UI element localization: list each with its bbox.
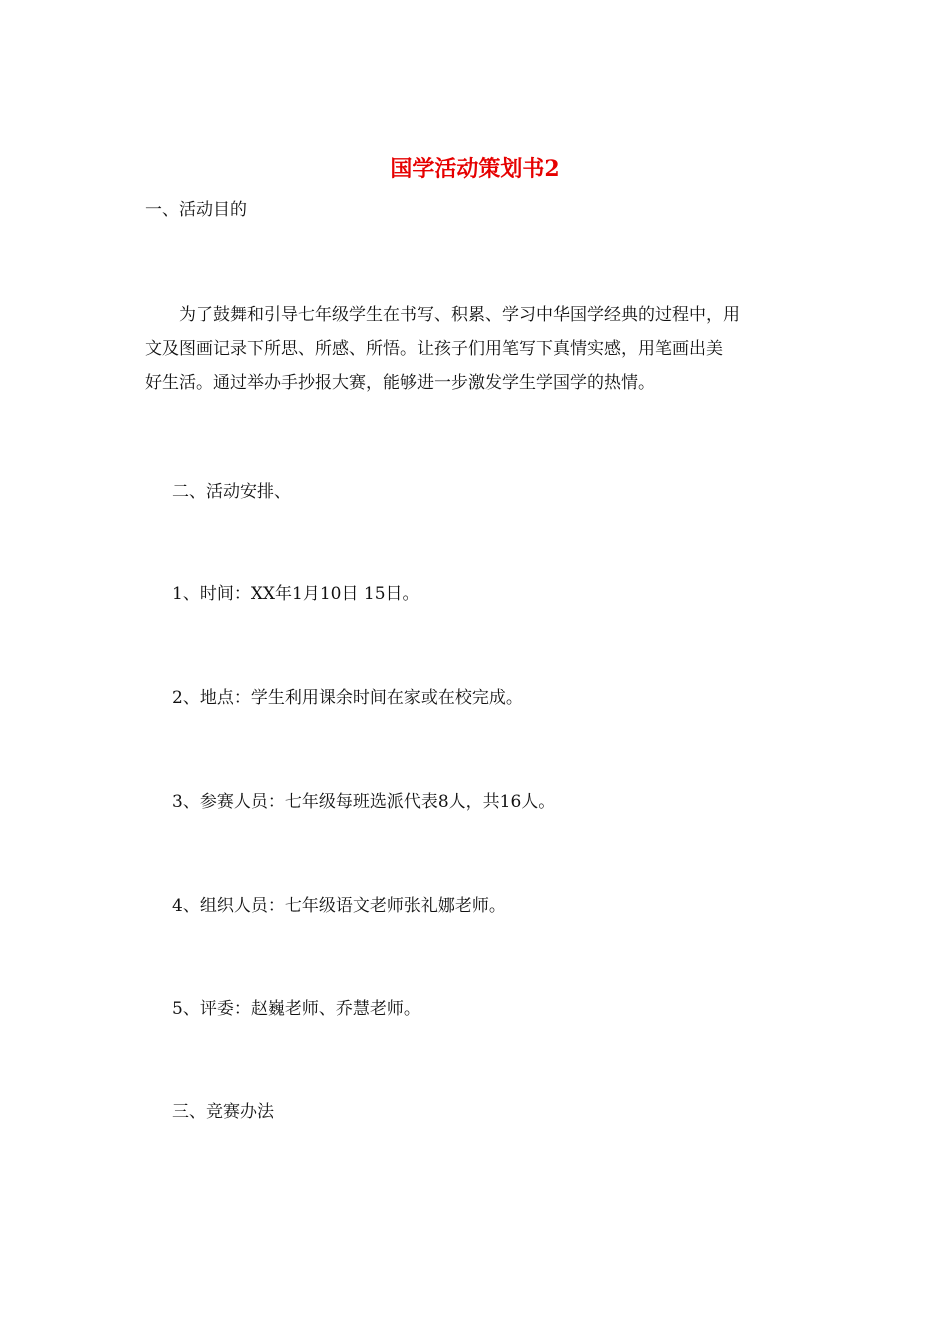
- list-item-organizers: 4、组织人员：七年级语文老师张礼娜老师。: [172, 896, 506, 916]
- intro-line-2: 文及图画记录下所思、所感、所悟。让孩子们用笔写下真情实感，用笔画出美: [145, 339, 723, 359]
- intro-paragraph: [145, 298, 805, 400]
- list-item-participants: 3、参赛人员：七年级每班选派代表8人，共16人。: [172, 792, 556, 812]
- intro-line-3: 好生活。通过举办手抄报大赛，能够进一步激发学生学国学的热情。: [145, 373, 655, 393]
- document-title: 国学活动策划书2: [390, 156, 560, 182]
- section-heading-arrangement: 二、活动安排、: [172, 482, 291, 502]
- list-item-location: 2、地点：学生利用课余时间在家或在校完成。: [172, 688, 523, 708]
- intro-line-1: 为了鼓舞和引导七年级学生在书写、积累、学习中华国学经典的过程中，用: [179, 305, 740, 325]
- section-heading-purpose: 一、活动目的: [145, 200, 247, 220]
- section-heading-competition-method: 三、竞赛办法: [172, 1102, 274, 1122]
- list-item-judges: 5、评委：赵巍老师、乔慧老师。: [172, 999, 421, 1019]
- list-item-time: 1、时间：XX年1月10日 15日。: [172, 584, 420, 604]
